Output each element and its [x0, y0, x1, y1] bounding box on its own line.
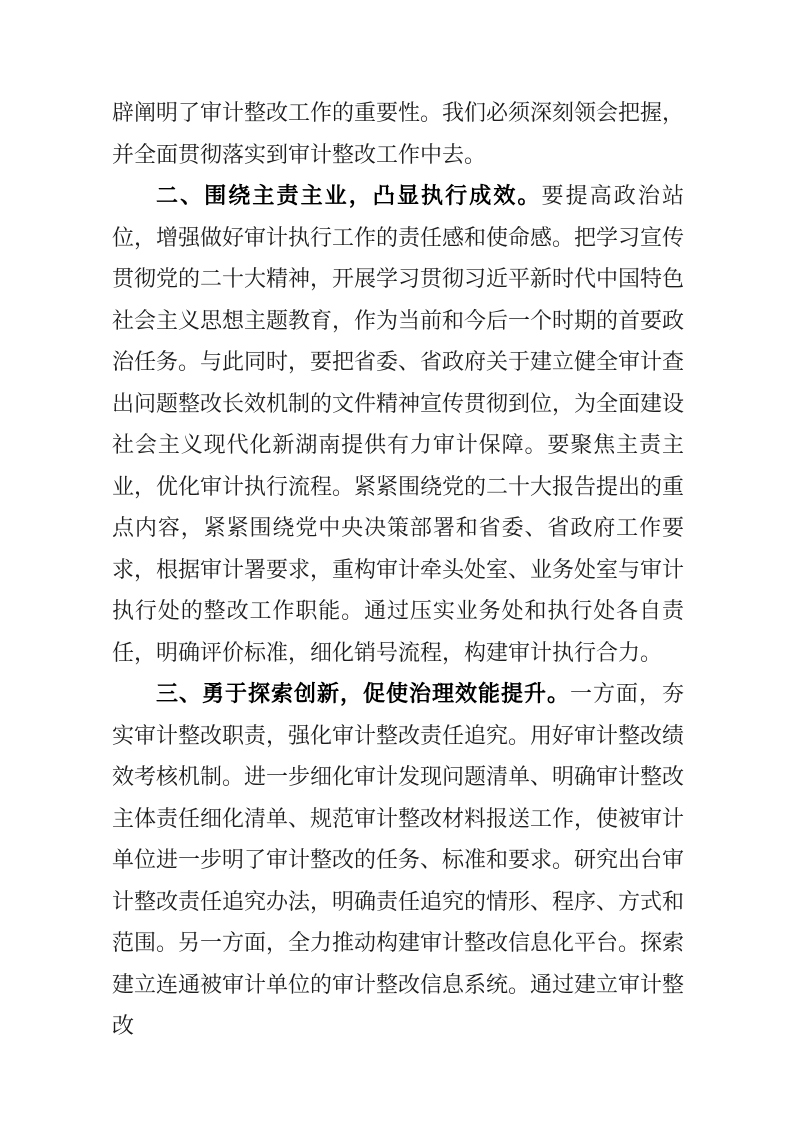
document-body	[112, 92, 684, 1047]
paragraph-continuation	[112, 92, 684, 175]
paragraph-section-3	[112, 673, 684, 1047]
section-2-heading: 二、围绕主责主业，凸显执行成效。	[156, 183, 542, 208]
section-3-heading: 三、勇于探索创新，促使治理效能提升。	[156, 681, 570, 706]
section-3-body-text: 一方面，夯实审计整改职责，强化审计整改责任追究。用好审计整改绩效考核机制。进一步细化审计发现问题清单、明确审计整改主体责任细化清单、规范审计整改材料报送工作，使被审计单位进一步明了审计整改的任务、标准和要求。研究出台审计整改责任追究办法，明确责任追究的情形、程序、方式和范围。另一方面，全力推动构建审计整改信息化平台。探索建立连通被审计单位的审计整改信息系统。通过建立审计整改	[112, 681, 685, 1038]
paragraph-body-text: 辟阐明了审计整改工作的重要性。我们必须深刻领会把握，并全面贯彻落实到审计整改工作中去。	[112, 100, 685, 167]
section-2-body-text: 要提高政治站位，增强做好审计执行工作的责任感和使命感。把学习宣传贯彻党的二十大精神，开展学习贯彻习近平新时代中国特色社会主义思想主题教育，作为当前和今后一个时期的首要政治任务。与此同时，要把省委、省政府关于建立健全审计查出问题整改长效机制的文件精神宣传贯彻到位，为全面建设社会主义现代化新湖南提供有力审计保障。要聚焦主责主业，优化审计执行流程。紧紧围绕党的二十大报告提出的重点内容，紧紧围绕党中央决策部署和省委、省政府工作要求，根据审计署要求，重构审计牵头处室、业务处室与审计执行处的整改工作职能。通过压实业务处和执行处各自责任，明确评价标准，细化销号流程，构建审计执行合力。	[112, 183, 685, 665]
paragraph-section-2	[112, 175, 684, 673]
